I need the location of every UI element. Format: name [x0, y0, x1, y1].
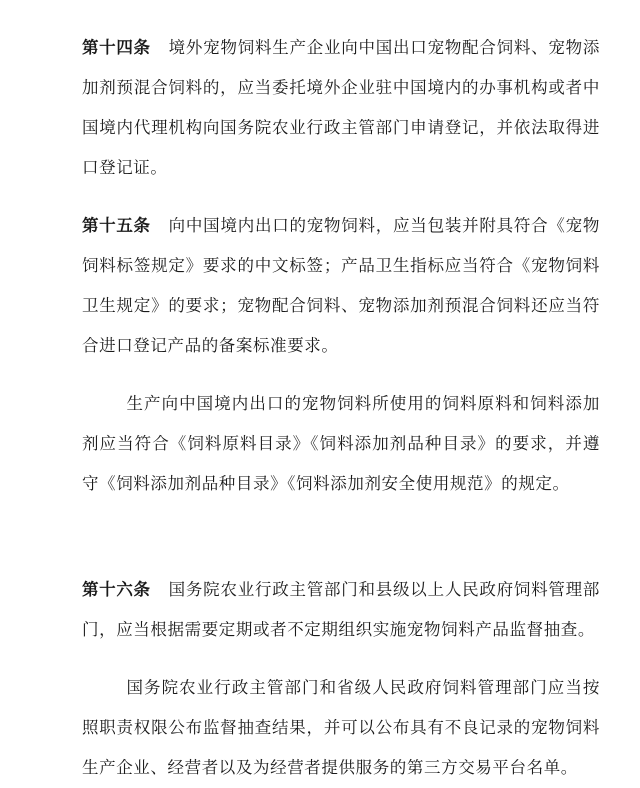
article-16-paragraph-2 [82, 668, 600, 788]
article-16-text-1: 国务院农业行政主管部门和县级以上人民政府饲料管理部门，应当根据需要定期或者不定期组织实施宠物饲料产品监督抽查。 [82, 580, 601, 639]
article-14-number: 第十四条 [82, 38, 151, 57]
article-15-text-1: 向中国境内出口的宠物饲料，应当包装并附具符合《宠物饲料标签规定》要求的中文标签；产品卫生指标应当符合《宠物饲料卫生规定》的要求；宠物配合饲料、宠物添加剂预混合饲料还应当符合进口登记产品的备案标准要求。 [82, 216, 601, 355]
article-14-paragraph-1 [82, 28, 600, 188]
article-15-paragraph-1 [82, 206, 600, 366]
article-14 [82, 28, 600, 188]
article-15-number: 第十五条 [82, 216, 151, 235]
article-15-paragraph-2 [82, 384, 600, 504]
article-14-text: 境外宠物饲料生产企业向中国出口宠物配合饲料、宠物添加剂预混合饲料的，应当委托境外企业驻中国境内的办事机构或者中国境内代理机构向国务院农业行政主管部门申请登记，并依法取得进口登记证。 [82, 38, 601, 177]
article-16-number: 第十六条 [82, 580, 151, 599]
article-16-text-2: 国务院农业行政主管部门和省级人民政府饲料管理部门应当按照职责权限公布监督抽查结果，并可以公布具有不良记录的宠物饲料生产企业、经营者以及为经营者提供服务的第三方交易平台名单。 [82, 678, 600, 777]
article-15 [82, 206, 600, 504]
article-16-paragraph-1 [82, 570, 600, 650]
article-15-text-2: 生产向中国境内出口的宠物饲料所使用的饲料原料和饲料添加剂应当符合《饲料原料目录》《饲料添加剂品种目录》的要求，并遵守《饲料添加剂品种目录》《饲料添加剂安全使用规范》的规定。 [82, 394, 600, 493]
article-16 [82, 570, 600, 788]
